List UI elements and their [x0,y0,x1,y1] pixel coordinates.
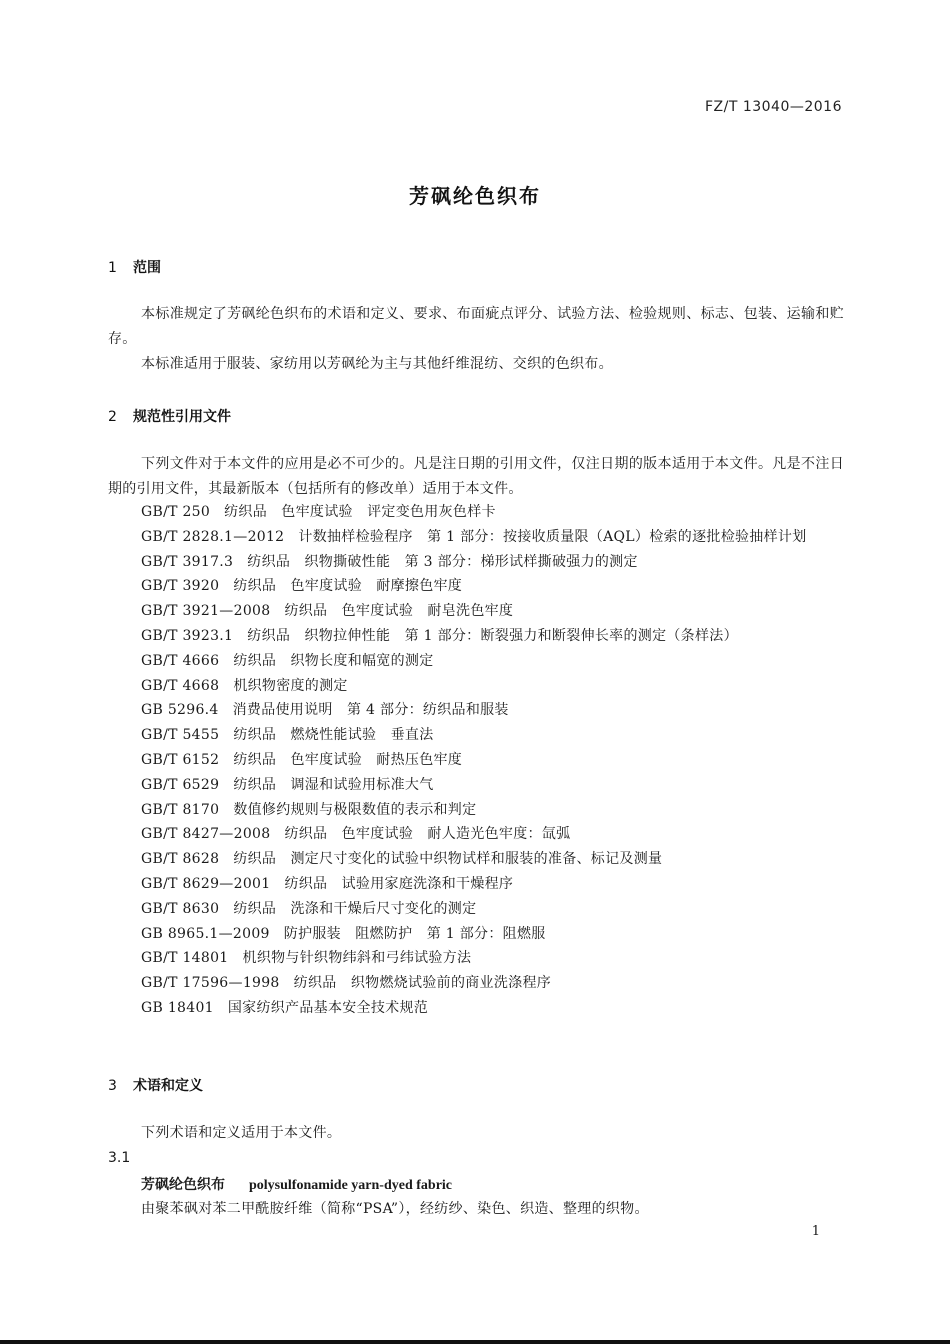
reference-title: 纺织品 色牢度试验 耐人造光色牢度：氙弧 [284,826,571,843]
reference-code: GB/T 8628 [141,851,220,868]
reference-item [108,525,844,550]
reference-item [108,550,844,575]
reference-title: 国家纺织产品基本安全技术规范 [227,999,429,1016]
term-zh: 芳砜纶色织布 [141,1177,225,1193]
reference-item [108,500,844,525]
reference-item [108,872,844,897]
scope-paragraph-2: 本标准适用于服装、家纺用以芳砜纶为主与其他纤维混纺、交织的色织布。 [141,356,613,372]
bottom-rule [0,1340,950,1344]
terms-intro: 下列术语和定义适用于本文件。 [141,1125,342,1141]
reference-code: GB 18401 [141,999,214,1016]
reference-title: 计数抽样检验程序 第 1 部分：按接收质量限（AQL）检索的逐批检验抽样计划 [298,528,807,545]
reference-title: 纺织品 色牢度试验 耐热压色牢度 [233,751,463,768]
page-number: 1 [811,1224,820,1239]
reference-code: GB/T 4666 [141,652,220,669]
reference-code: GB/T 4668 [141,677,220,694]
reference-item [108,773,844,798]
reference-title: 纺织品 测定尺寸变化的试验中织物试样和服装的准备、标记及测量 [233,851,663,868]
reference-title: 数值修约规则与极限数值的表示和判定 [233,801,477,818]
term-number: 3.1 [108,1150,131,1166]
reference-item [108,748,844,773]
reference-code: GB/T 6152 [141,751,220,768]
document-title: 芳砜纶色织布 [409,184,541,208]
reference-item [108,897,844,922]
reference-code: GB/T 250 [141,504,211,520]
reference-list [108,500,844,1021]
reference-item [108,599,844,624]
reference-code: GB/T 3917.3 [141,553,234,570]
reference-title: 消费品使用说明 第 4 部分：纺织品和服装 [232,702,509,719]
section-title: 术语和定义 [133,1078,203,1094]
scope-paragraph-1: 本标准规定了芳砜纶色织布的术语和定义、要求、布面疵点评分、试验方法、检验规则、标志、包装、运输和贮存。 [108,306,844,347]
reference-title: 纺织品 试验用家庭洗涤和干燥程序 [284,875,514,892]
section-heading-references [108,406,231,426]
reference-item [108,674,844,699]
reference-item [108,698,844,723]
section-title: 规范性引用文件 [133,409,231,425]
reference-title: 纺织品 色牢度试验 耐摩擦色牢度 [233,578,463,595]
reference-title: 防护服装 阻燃防护 第 1 部分：阻燃服 [283,925,546,942]
references-intro: 下列文件对于本文件的应用是必不可少的。凡是注日期的引用文件，仅注日期的版本适用于本文件。凡是不注日期的引用文件，其最新版本（包括所有的修改单）适用于本文件。 [108,456,844,497]
reference-title: 机织物与针织物纬斜和弓纬试验方法 [242,950,472,967]
reference-code: GB/T 8629—2001 [141,875,271,892]
standard-number: FZ/T 13040—2016 [704,99,842,115]
section-number: 3 [108,1078,117,1094]
reference-title: 纺织品 织物拉伸性能 第 1 部分：断裂强力和断裂伸长率的测定（条样法） [247,627,738,644]
reference-title: 纺织品 燃烧性能试验 垂直法 [233,727,434,744]
reference-title: 机织物密度的测定 [233,677,348,694]
reference-code: GB/T 8427—2008 [141,826,271,843]
section-heading-scope [108,257,161,277]
term-definition: 由聚苯砜对苯二甲酰胺纤维（简称“PSA”），经纺纱、染色、织造、整理的织物。 [141,1201,649,1217]
reference-item [108,822,844,847]
reference-code: GB/T 14801 [141,950,229,967]
section-heading-terms [108,1075,203,1095]
reference-item [108,723,844,748]
reference-item [108,946,844,971]
reference-code: GB/T 6529 [141,776,220,793]
reference-item [108,798,844,823]
reference-code: GB/T 8630 [141,900,220,917]
reference-title: 纺织品 调湿和试验用标准大气 [233,776,434,793]
section-number: 2 [108,409,117,425]
reference-title: 纺织品 织物撕破性能 第 3 部分：梯形试样撕破强力的测定 [247,553,638,570]
reference-code: GB/T 3920 [141,578,220,595]
reference-item [108,847,844,872]
reference-item [108,649,844,674]
reference-code: GB/T 3921—2008 [141,603,271,620]
reference-code: GB/T 17596—1998 [141,975,280,992]
section-title: 范围 [133,260,161,276]
reference-code: GB/T 8170 [141,801,220,818]
reference-title: 纺织品 织物长度和幅宽的测定 [233,652,434,669]
reference-item [108,624,844,649]
reference-code: GB 8965.1—2009 [141,925,270,942]
reference-code: GB/T 2828.1—2012 [141,528,285,545]
term-title [141,1174,452,1194]
reference-item [108,996,844,1021]
section-number: 1 [108,260,117,276]
reference-item [108,971,844,996]
reference-title: 纺织品 色牢度试验 评定变色用灰色样卡 [224,504,496,520]
reference-title: 纺织品 色牢度试验 耐皂洗色牢度 [284,603,514,620]
term-en: polysulfonamide yarn-dyed fabric [249,1178,453,1193]
reference-code: GB 5296.4 [141,702,219,719]
reference-code: GB/T 5455 [141,727,220,744]
reference-item [108,574,844,599]
reference-code: GB/T 3923.1 [141,627,234,644]
reference-item [108,922,844,947]
reference-title: 纺织品 洗涤和干燥后尺寸变化的测定 [233,900,477,917]
reference-title: 纺织品 织物燃烧试验前的商业洗涤程序 [293,975,552,992]
